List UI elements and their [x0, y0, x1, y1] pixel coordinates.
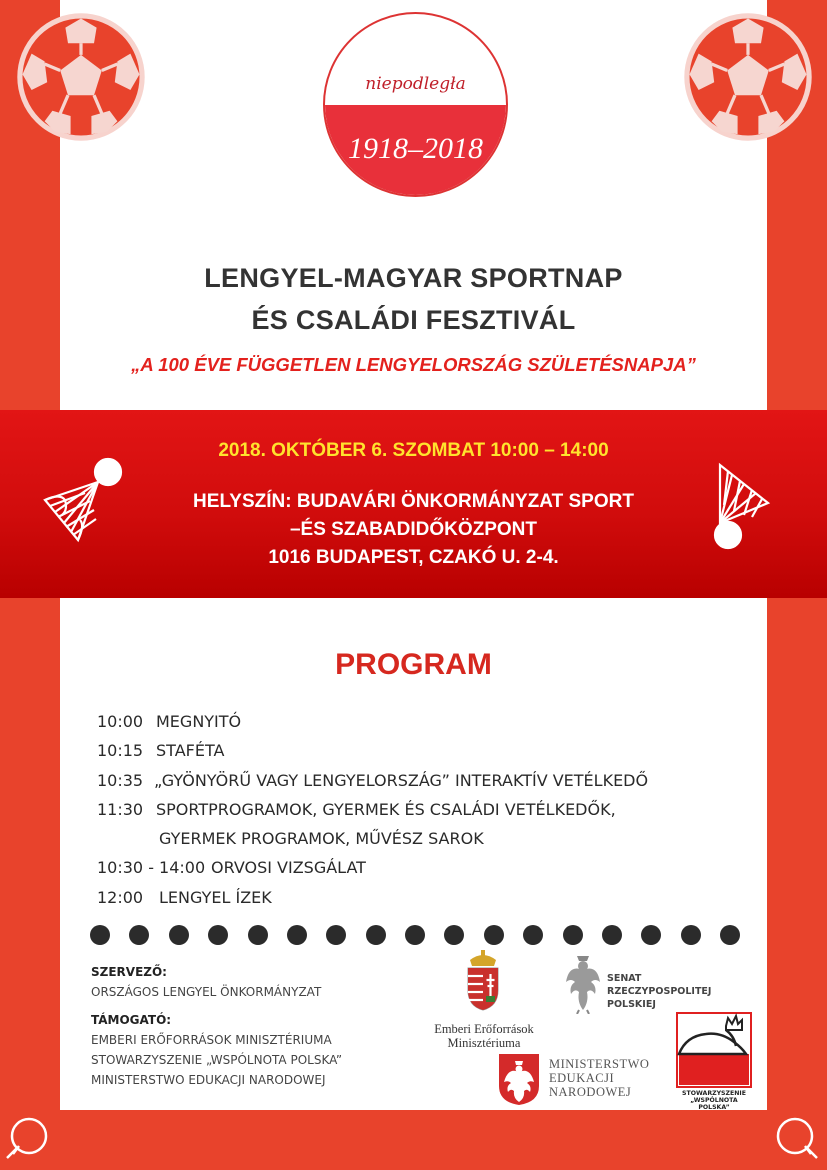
schedule-row [97, 795, 777, 824]
divider-dot [169, 925, 189, 945]
schedule-activity: ORVOSI VIZSGÁLAT [211, 858, 366, 878]
schedule-row [97, 736, 777, 765]
senat-line: RZECZYPOSPOLITEJ [607, 986, 712, 997]
schedule-time: 10:15 [97, 741, 144, 761]
divider-dot [208, 925, 228, 945]
event-date: 2018. OKTÓBER 6. SZOMBAT 10:00 – 14:00 [218, 440, 609, 461]
hungarian-coat-of-arms-icon [462, 950, 504, 1012]
divider-dot [287, 925, 307, 945]
venue-line: –ÉS SZABADIDŐKÖZPONT [289, 519, 538, 540]
eagle-icon [563, 952, 603, 1014]
soccer-ball-icon [683, 12, 813, 142]
schedule-row [97, 707, 777, 736]
divider-dot [129, 925, 149, 945]
senat-line: POLSKIEJ [607, 999, 656, 1010]
page-title-line2: ÉS CSALÁDI FESZTIVÁL [251, 305, 576, 335]
men-line: EDUKACJI [549, 1071, 615, 1085]
schedule-activity: GYERMEK PROGRAMOK, MŰVÉSZ SAROK [159, 829, 484, 849]
wp-line: „WSPÓLNOTA POLSKA” [690, 1097, 738, 1111]
schedule-activity: STAFÉTA [156, 741, 225, 761]
divider-dot [444, 925, 464, 945]
ping-pong-paddle-icon [5, 1110, 60, 1160]
program-schedule [97, 707, 777, 912]
divider-dot [248, 925, 268, 945]
divider-dot [484, 925, 504, 945]
divider-dot [366, 925, 386, 945]
dot-divider [90, 925, 740, 947]
schedule-activity: SPORTPROGRAMOK, GYERMEK ÉS CSALÁDI VETÉLKEDŐK, [156, 799, 616, 819]
divider-dot [405, 925, 425, 945]
divider-dot [523, 925, 543, 945]
schedule-time: 12:00 [97, 887, 144, 907]
wspolnota-polska-logo [676, 1012, 752, 1111]
program-heading: PROGRAM [335, 648, 492, 681]
divider-dot [681, 925, 701, 945]
credits-block [91, 960, 431, 1090]
senat-name [607, 972, 712, 1011]
anniversary-emblem [323, 12, 508, 197]
schedule-row [97, 883, 777, 912]
schedule-activity: MEGNYITÓ [156, 712, 242, 731]
venue-line: HELYSZÍN: BUDAVÁRI ÖNKORMÁNYZAT SPORT [193, 491, 634, 512]
wspolnota-polska-emblem-icon [676, 1012, 752, 1088]
schedule-row [97, 824, 777, 853]
divider-dot [720, 925, 740, 945]
divider-dot [326, 925, 346, 945]
schedule-time: 10:00 [97, 712, 144, 731]
page-subtitle: „A 100 ÉVE FÜGGETLEN LENGYELORSZÁG SZÜLETÉSNAPJA” [131, 354, 696, 375]
venue-line: 1016 BUDAPEST, CZAKÓ U. 2-4. [268, 547, 559, 568]
supporter-name: EMBERI ERŐFORRÁSOK MINISZTÉRIUMA [91, 1033, 332, 1047]
senat-line: SENAT [607, 973, 642, 984]
divider-dot [90, 925, 110, 945]
hu-ministry-line: Minisztériuma [447, 1036, 521, 1050]
soccer-ball-icon [16, 12, 146, 142]
schedule-activity: „GYÖNYÖRŰ VAGY LENGYELORSZÁG” INTERAKTÍV VETÉLKEDŐ [154, 770, 649, 790]
hu-ministry-line: Emberi Erőforrások [434, 1022, 534, 1036]
page-title-line1: LENGYEL-MAGYAR SPORTNAP [204, 263, 623, 293]
polish-eagle-icon [497, 1052, 541, 1106]
men-line: MINISTERSTWO [549, 1057, 650, 1071]
schedule-time: 10:30 - 14:00 [97, 858, 206, 878]
organizer-name: ORSZÁGOS LENGYEL ÖNKORMÁNYZAT [91, 985, 322, 999]
divider-dot [602, 925, 622, 945]
schedule-time: 10:35 [97, 770, 144, 790]
schedule-time: 11:30 [97, 799, 144, 819]
schedule-activity: LENGYEL ÍZEK [159, 887, 272, 907]
wp-line: STOWARZYSZENIE [682, 1090, 746, 1097]
shuttlecock-icon [40, 455, 130, 550]
supporter-label: TÁMOGATÓ: [91, 1013, 172, 1027]
men-name [549, 1057, 669, 1099]
divider-dot [563, 925, 583, 945]
divider-dot [641, 925, 661, 945]
emblem-years: 1918–2018 [348, 132, 483, 165]
men-line: NARODOWEJ [549, 1085, 632, 1099]
supporter-name: STOWARZYSZENIE „WSPÓLNOTA POLSKA” [91, 1053, 343, 1067]
schedule-row [97, 766, 777, 795]
supporter-name: MINISTERSTWO EDUKACJI NARODOWEJ [91, 1073, 326, 1087]
shuttlecock-icon [700, 455, 790, 550]
schedule-row [97, 853, 777, 882]
organizer-label: SZERVEZŐ: [91, 965, 167, 979]
emblem-script: niepodległa [365, 74, 466, 94]
hu-ministry-name [414, 1022, 554, 1050]
wspolnota-polska-caption [676, 1090, 752, 1111]
ping-pong-paddle-icon [765, 1110, 820, 1160]
